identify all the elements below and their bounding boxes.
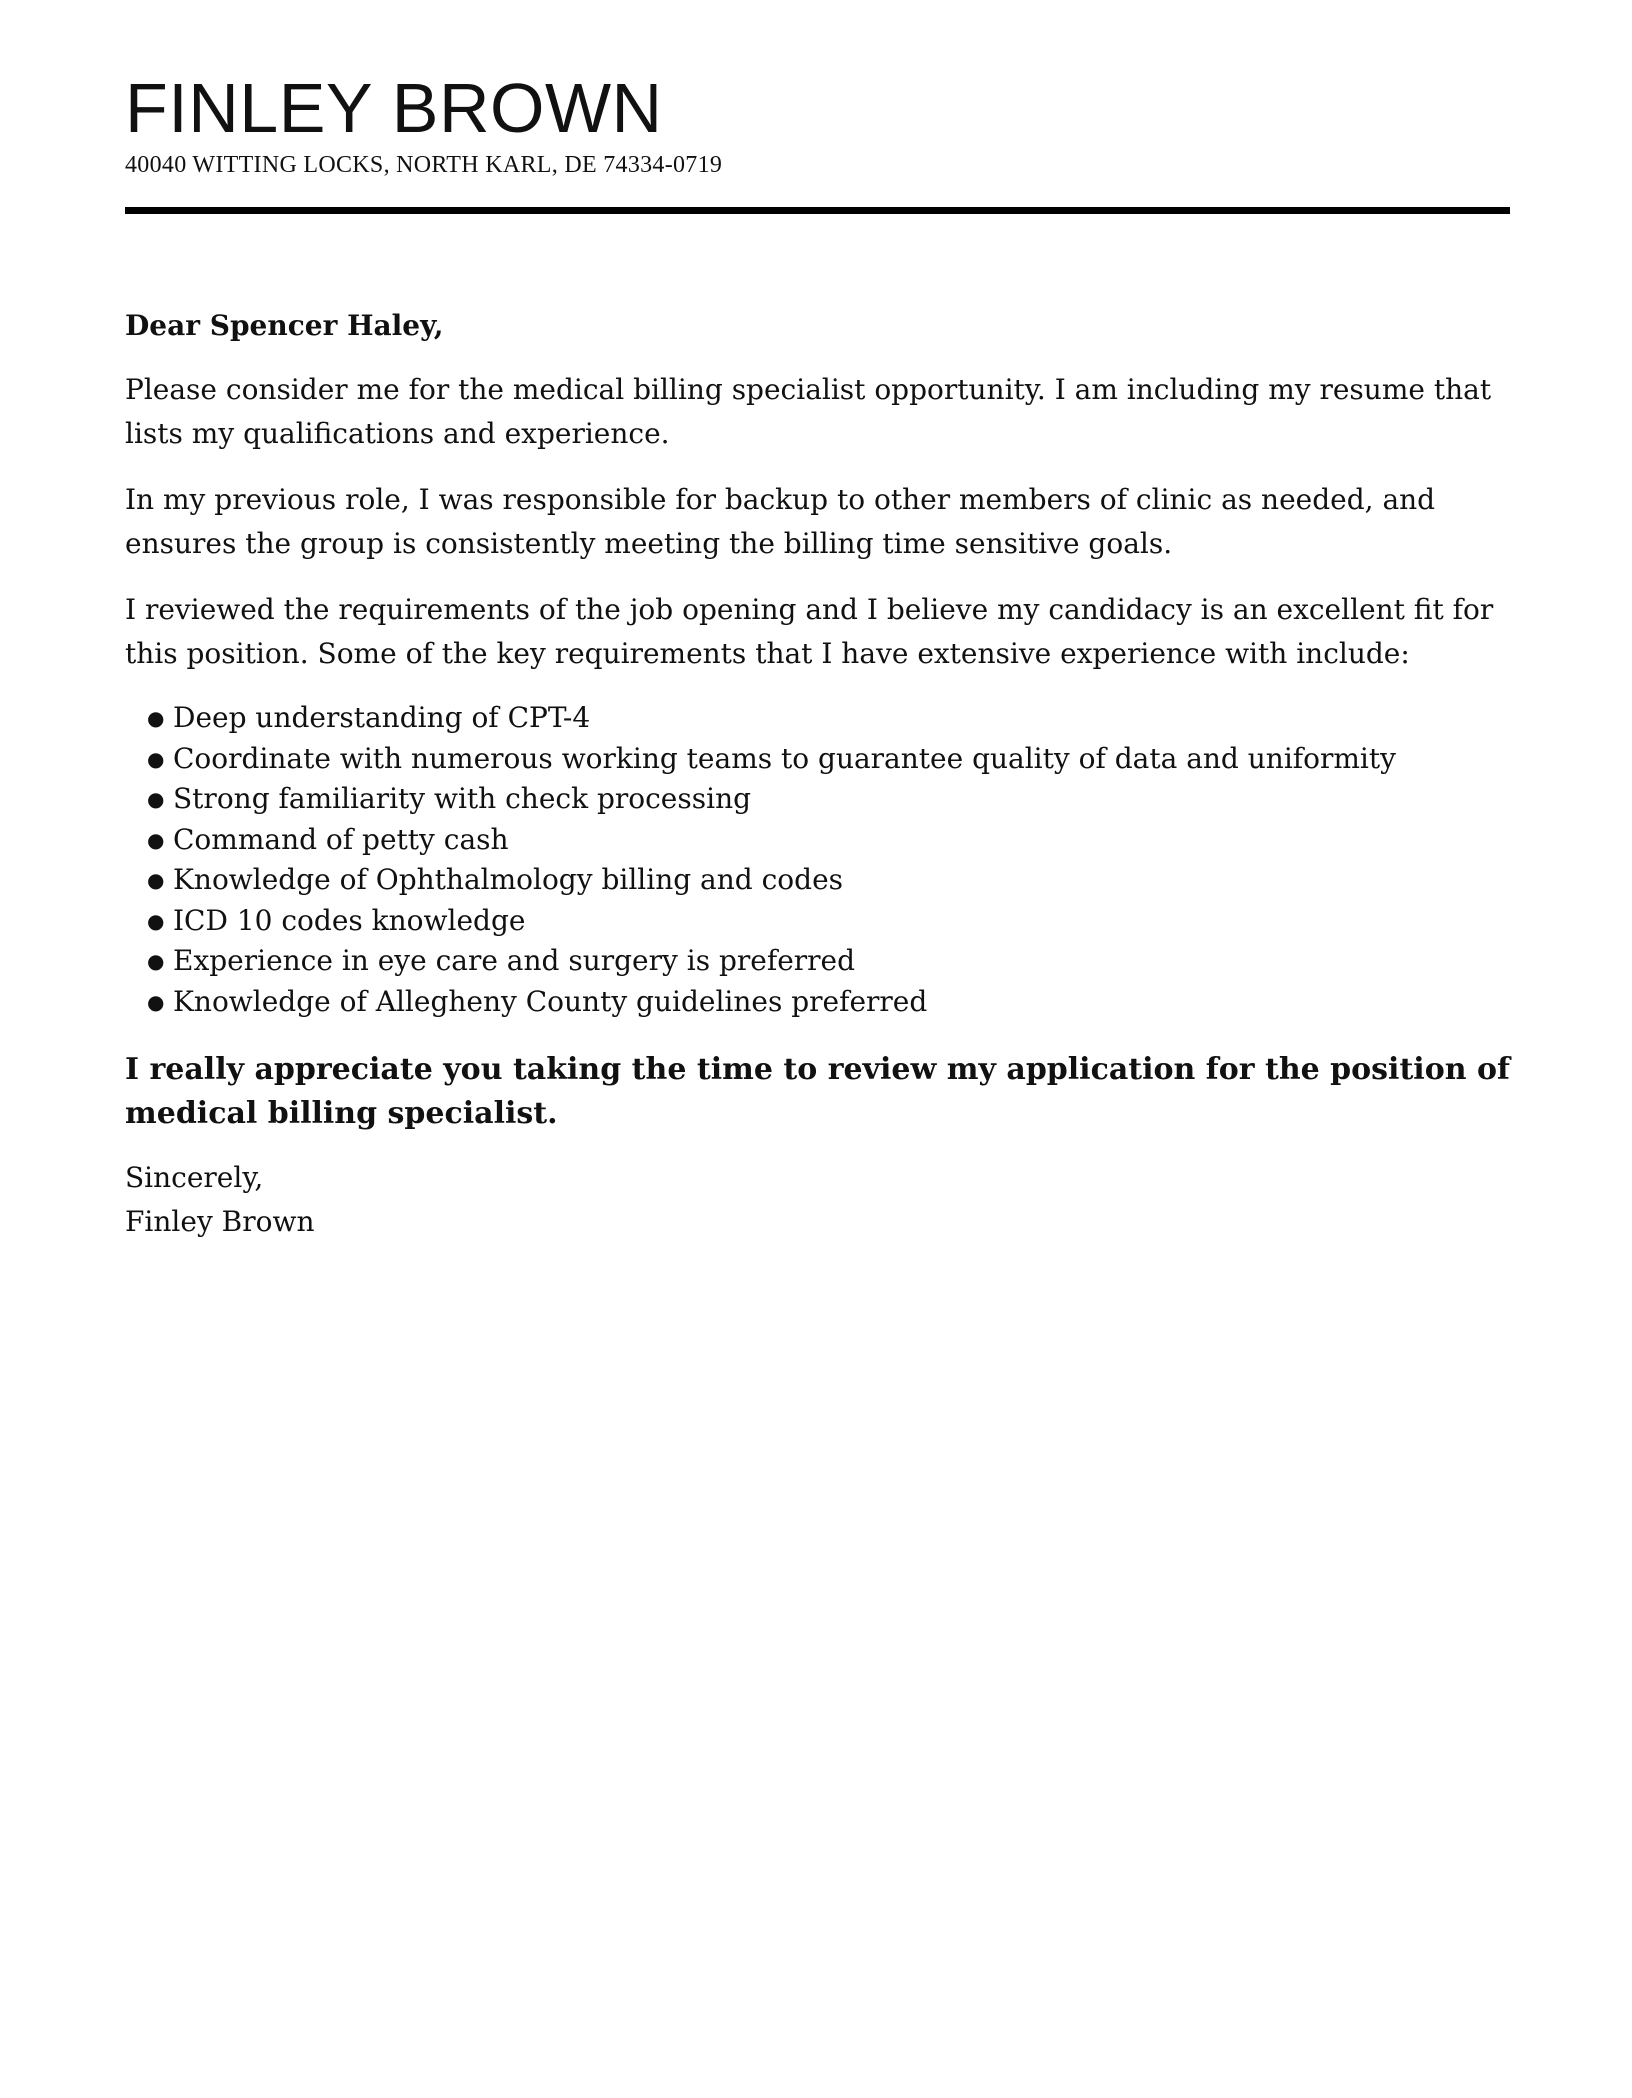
- requirement-text: Command of petty cash: [173, 822, 509, 856]
- intro-paragraph: Please consider me for the medical billing specialist opportunity. I am including my resume that lists my qualifications and experience.: [125, 373, 1492, 450]
- requirement-text: Coordinate with numerous working teams to guarantee quality of data and uniformity: [173, 741, 1396, 775]
- list-item: [147, 860, 1510, 901]
- applicant-address: 40040 WITTING LOCKS, NORTH KARL, DE 74334-0719: [125, 152, 723, 178]
- list-item: [147, 820, 1510, 861]
- header-divider: [125, 207, 1510, 214]
- requirement-text: Deep understanding of CPT-4: [173, 701, 591, 734]
- experience-paragraph: In my previous role, I was responsible for backup to other members of clinic as needed, and ensures the group is consistently meeting the billing time sensitive goals.: [125, 483, 1436, 560]
- applicant-name: FINLEY BROWN: [125, 69, 663, 147]
- salutation: Dear Spencer Haley,: [125, 309, 444, 342]
- list-item: [147, 941, 1510, 982]
- requirements-intro-paragraph: I reviewed the requirements of the job opening and I believe my candidacy is an excellent fit for this position. Some of the key requirements that I have extensive experience with include:: [125, 593, 1494, 670]
- bullet-icon: ●: [147, 868, 165, 892]
- list-item: [147, 739, 1510, 780]
- bullet-icon: ●: [147, 989, 165, 1014]
- list-item: [147, 779, 1510, 820]
- list-item: [147, 982, 1510, 1023]
- bullet-icon: ●: [147, 827, 165, 852]
- requirement-text: Knowledge of Allegheny County guidelines preferred: [173, 984, 928, 1018]
- bullet-icon: ●: [147, 949, 165, 973]
- requirement-text: Strong familiarity with check processing: [173, 782, 752, 815]
- bullet-icon: ●: [147, 908, 165, 933]
- requirement-text: Knowledge of Ophthalmology billing and codes: [173, 863, 844, 896]
- requirements-list: [125, 698, 1510, 1022]
- requirement-text: Experience in eye care and surgery is preferred: [173, 944, 856, 977]
- list-item: [147, 698, 1510, 739]
- closing-statement: I really appreciate you taking the time to review my application for the position of medical billing specialist.: [125, 1052, 1510, 1131]
- bullet-icon: ●: [147, 787, 165, 811]
- signoff: Sincerely,: [125, 1161, 264, 1194]
- requirement-text: ICD 10 codes knowledge: [173, 903, 526, 937]
- list-item: [147, 901, 1510, 942]
- bullet-icon: ●: [147, 746, 165, 771]
- letter-body: [125, 304, 1510, 1244]
- signature: Finley Brown: [125, 1205, 315, 1238]
- bullet-icon: ●: [147, 706, 165, 730]
